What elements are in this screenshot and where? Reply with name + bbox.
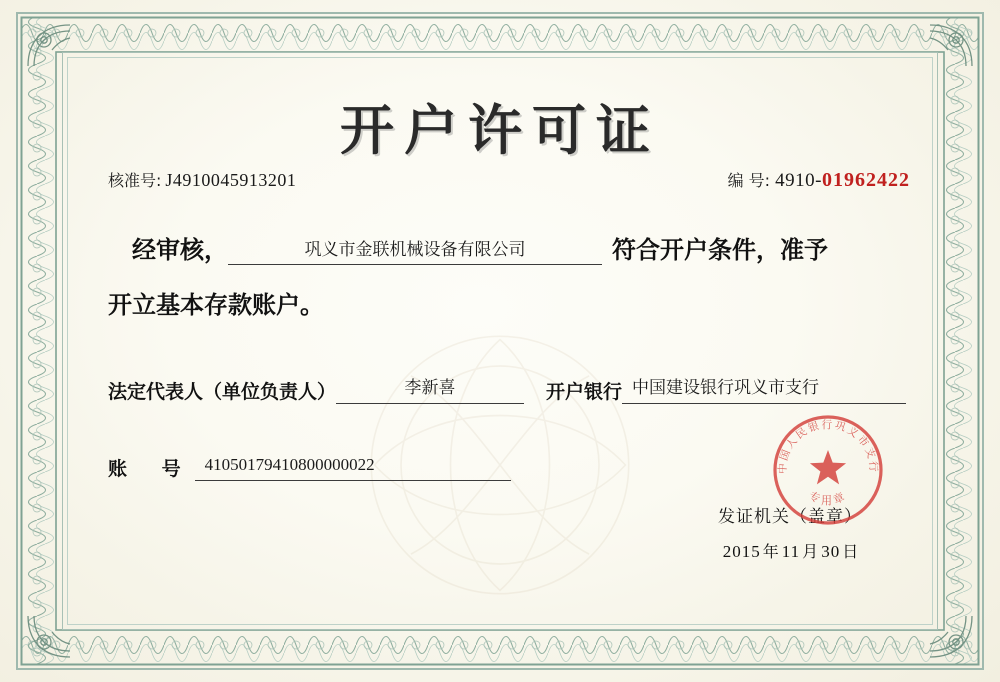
corner-ornament-icon — [920, 20, 976, 70]
representative-row — [108, 375, 916, 404]
company-name-field: 巩义市金联机械设备有限公司 — [228, 237, 602, 266]
issue-month-unit: 月 — [802, 542, 820, 561]
corner-ornament-icon — [24, 20, 80, 70]
svg-text:中国人民银行巩义市支行: 中国人民银行巩义市支行 — [776, 419, 880, 475]
issue-month: 11 — [781, 542, 801, 561]
approval-label: 核准号: — [108, 171, 162, 190]
account-number-field: 41050179410800000022 — [195, 452, 511, 481]
serial-row — [728, 168, 910, 192]
corner-ornament-icon — [920, 612, 976, 662]
issue-day-unit: 日 — [842, 542, 860, 561]
account-row — [108, 452, 511, 481]
approval-row — [108, 168, 910, 191]
corner-ornament-icon — [24, 612, 80, 662]
bank-name-field: 中国建设银行巩义市支行 — [622, 375, 906, 404]
issue-year: 2015 — [722, 542, 761, 561]
representative-label: 法定代表人（单位负责人） — [108, 380, 337, 403]
bank-label: 开户银行 — [546, 380, 623, 403]
issue-year-unit: 年 — [762, 542, 780, 561]
page-title: 开户许可证 — [340, 99, 660, 162]
body-lead-text: 经审核， — [132, 236, 228, 264]
issuer-label: 发证机关（盖章） — [718, 507, 862, 527]
issuer-block — [718, 502, 862, 562]
svg-text:专用章: 专用章 — [806, 489, 850, 507]
serial-prefix: 4910- — [775, 170, 822, 191]
representative-name-field: 李新喜 — [336, 375, 524, 404]
serial-label: 编 号: — [727, 171, 771, 190]
body-after-company-text: 符合开户条件，准予 — [612, 236, 828, 264]
approval-number: J4910045913201 — [165, 170, 297, 190]
issue-day: 30 — [821, 542, 841, 561]
serial-number: 01962422 — [822, 169, 910, 191]
certificate-content — [80, 70, 920, 612]
body-line-1 — [132, 230, 916, 265]
account-label: 账 号 — [108, 457, 195, 480]
issue-date — [718, 539, 862, 562]
body-line-2: 开立基本存款账户。 — [108, 291, 324, 319]
